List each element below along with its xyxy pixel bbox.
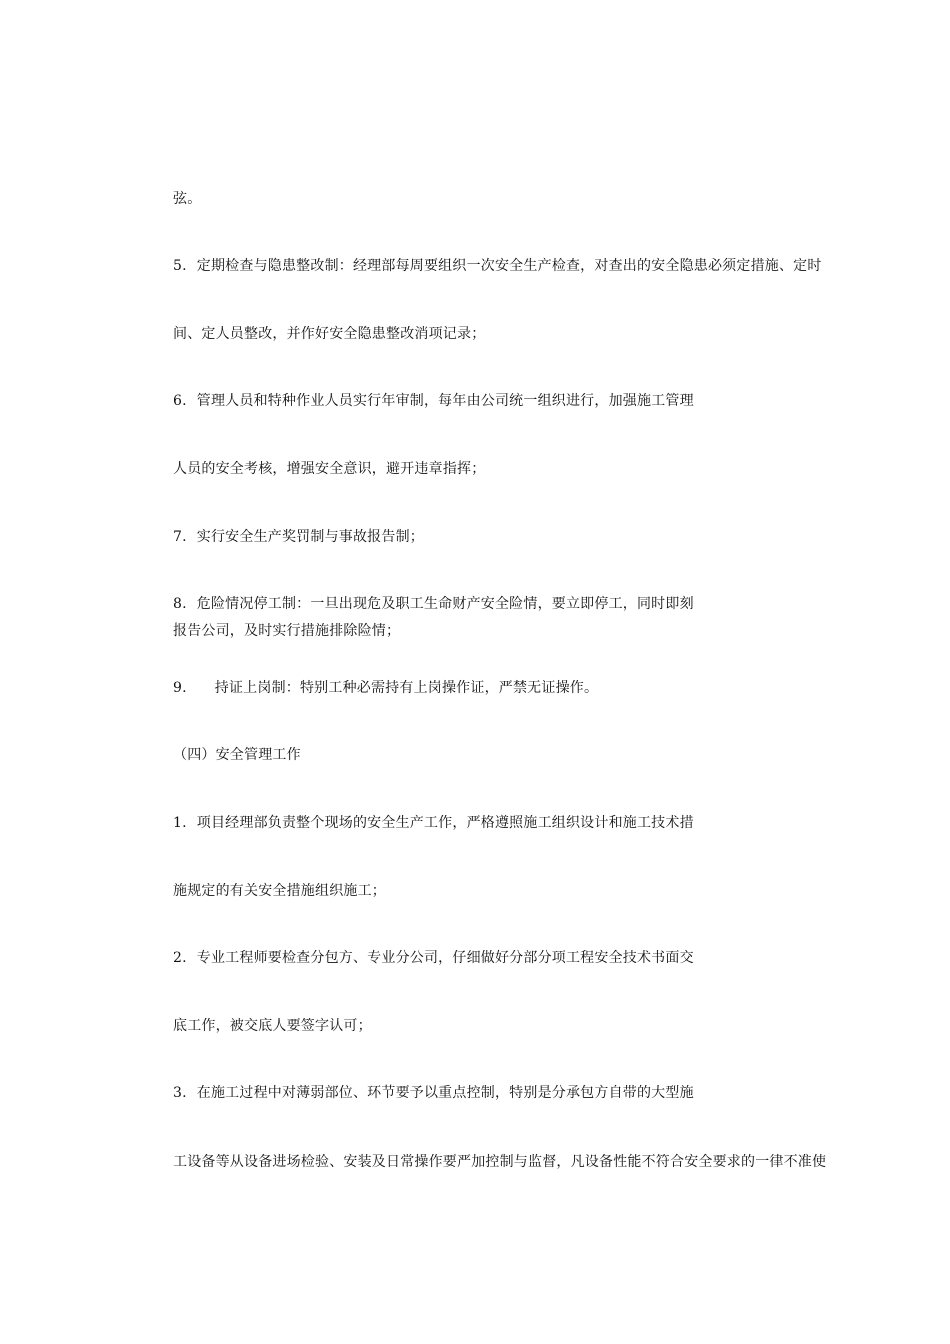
text-line	[173, 882, 386, 900]
text-line	[173, 325, 485, 343]
list-item	[173, 392, 694, 410]
item-number: 3.	[173, 1085, 187, 1101]
list-item	[173, 1084, 694, 1102]
line-text: 弦。	[173, 191, 202, 207]
item-text: 管理人员和特种作业人员实行年审制，每年由公司统一组织进行，加强施工管理	[196, 393, 694, 409]
item-text: 定期检查与隐患整改制：经理部每周要组织一次安全生产检查，对查出的安全隐患必须定措施、定时	[196, 258, 822, 274]
heading-text: （四）安全管理工作	[173, 747, 301, 763]
item-text: 在施工过程中对薄弱部位、环节要予以重点控制，特别是分承包方自带的大型施	[196, 1085, 694, 1101]
list-item	[173, 595, 694, 613]
text-line	[173, 622, 400, 640]
line-text: 报告公司，及时实行措施排除险情；	[173, 623, 401, 639]
section-heading	[173, 746, 301, 764]
item-text: 危险情况停工制：一旦出现危及职工生命财产安全险情，要立即停工，同时即刻	[196, 596, 694, 612]
line-text: 间、定人员整改，并作好安全隐患整改消项记录；	[173, 326, 486, 342]
item-text: 持证上岗制：特别工种必需持有上岗操作证，严禁无证操作。	[214, 680, 599, 696]
item-number: 6.	[173, 393, 187, 409]
line-text: 施规定的有关安全措施组织施工；	[173, 883, 386, 899]
item-text: 专业工程师要检查分包方、专业分公司，仔细做好分部分项工程安全技术书面交	[196, 950, 694, 966]
item-text: 项目经理部负责整个现场的安全生产工作，严格遵照施工组织设计和施工技术措	[196, 815, 694, 831]
text-line	[173, 190, 201, 208]
item-text: 实行安全生产奖罚制与事故报告制；	[196, 529, 424, 545]
line-text: 底工作，被交底人要签字认可；	[173, 1018, 372, 1034]
list-item	[173, 257, 822, 275]
list-item	[173, 949, 694, 967]
line-text: 人员的安全考核，增强安全意识，避开违章指挥；	[173, 461, 486, 477]
item-number: 1.	[173, 815, 187, 831]
list-item	[173, 679, 598, 697]
item-number: 2.	[173, 950, 187, 966]
line-text: 工设备等从设备进场检验、安装及日常操作要严加控制与监督，凡设备性能不符合安全要求的一律不准使	[173, 1154, 827, 1170]
list-item	[173, 528, 424, 546]
item-number: 9.	[173, 680, 187, 696]
item-number: 7.	[173, 529, 187, 545]
item-number: 5.	[173, 258, 187, 274]
list-item	[173, 814, 694, 832]
text-line	[173, 460, 485, 478]
text-line	[173, 1153, 826, 1171]
item-number: 8.	[173, 596, 187, 612]
text-line	[173, 1017, 372, 1035]
